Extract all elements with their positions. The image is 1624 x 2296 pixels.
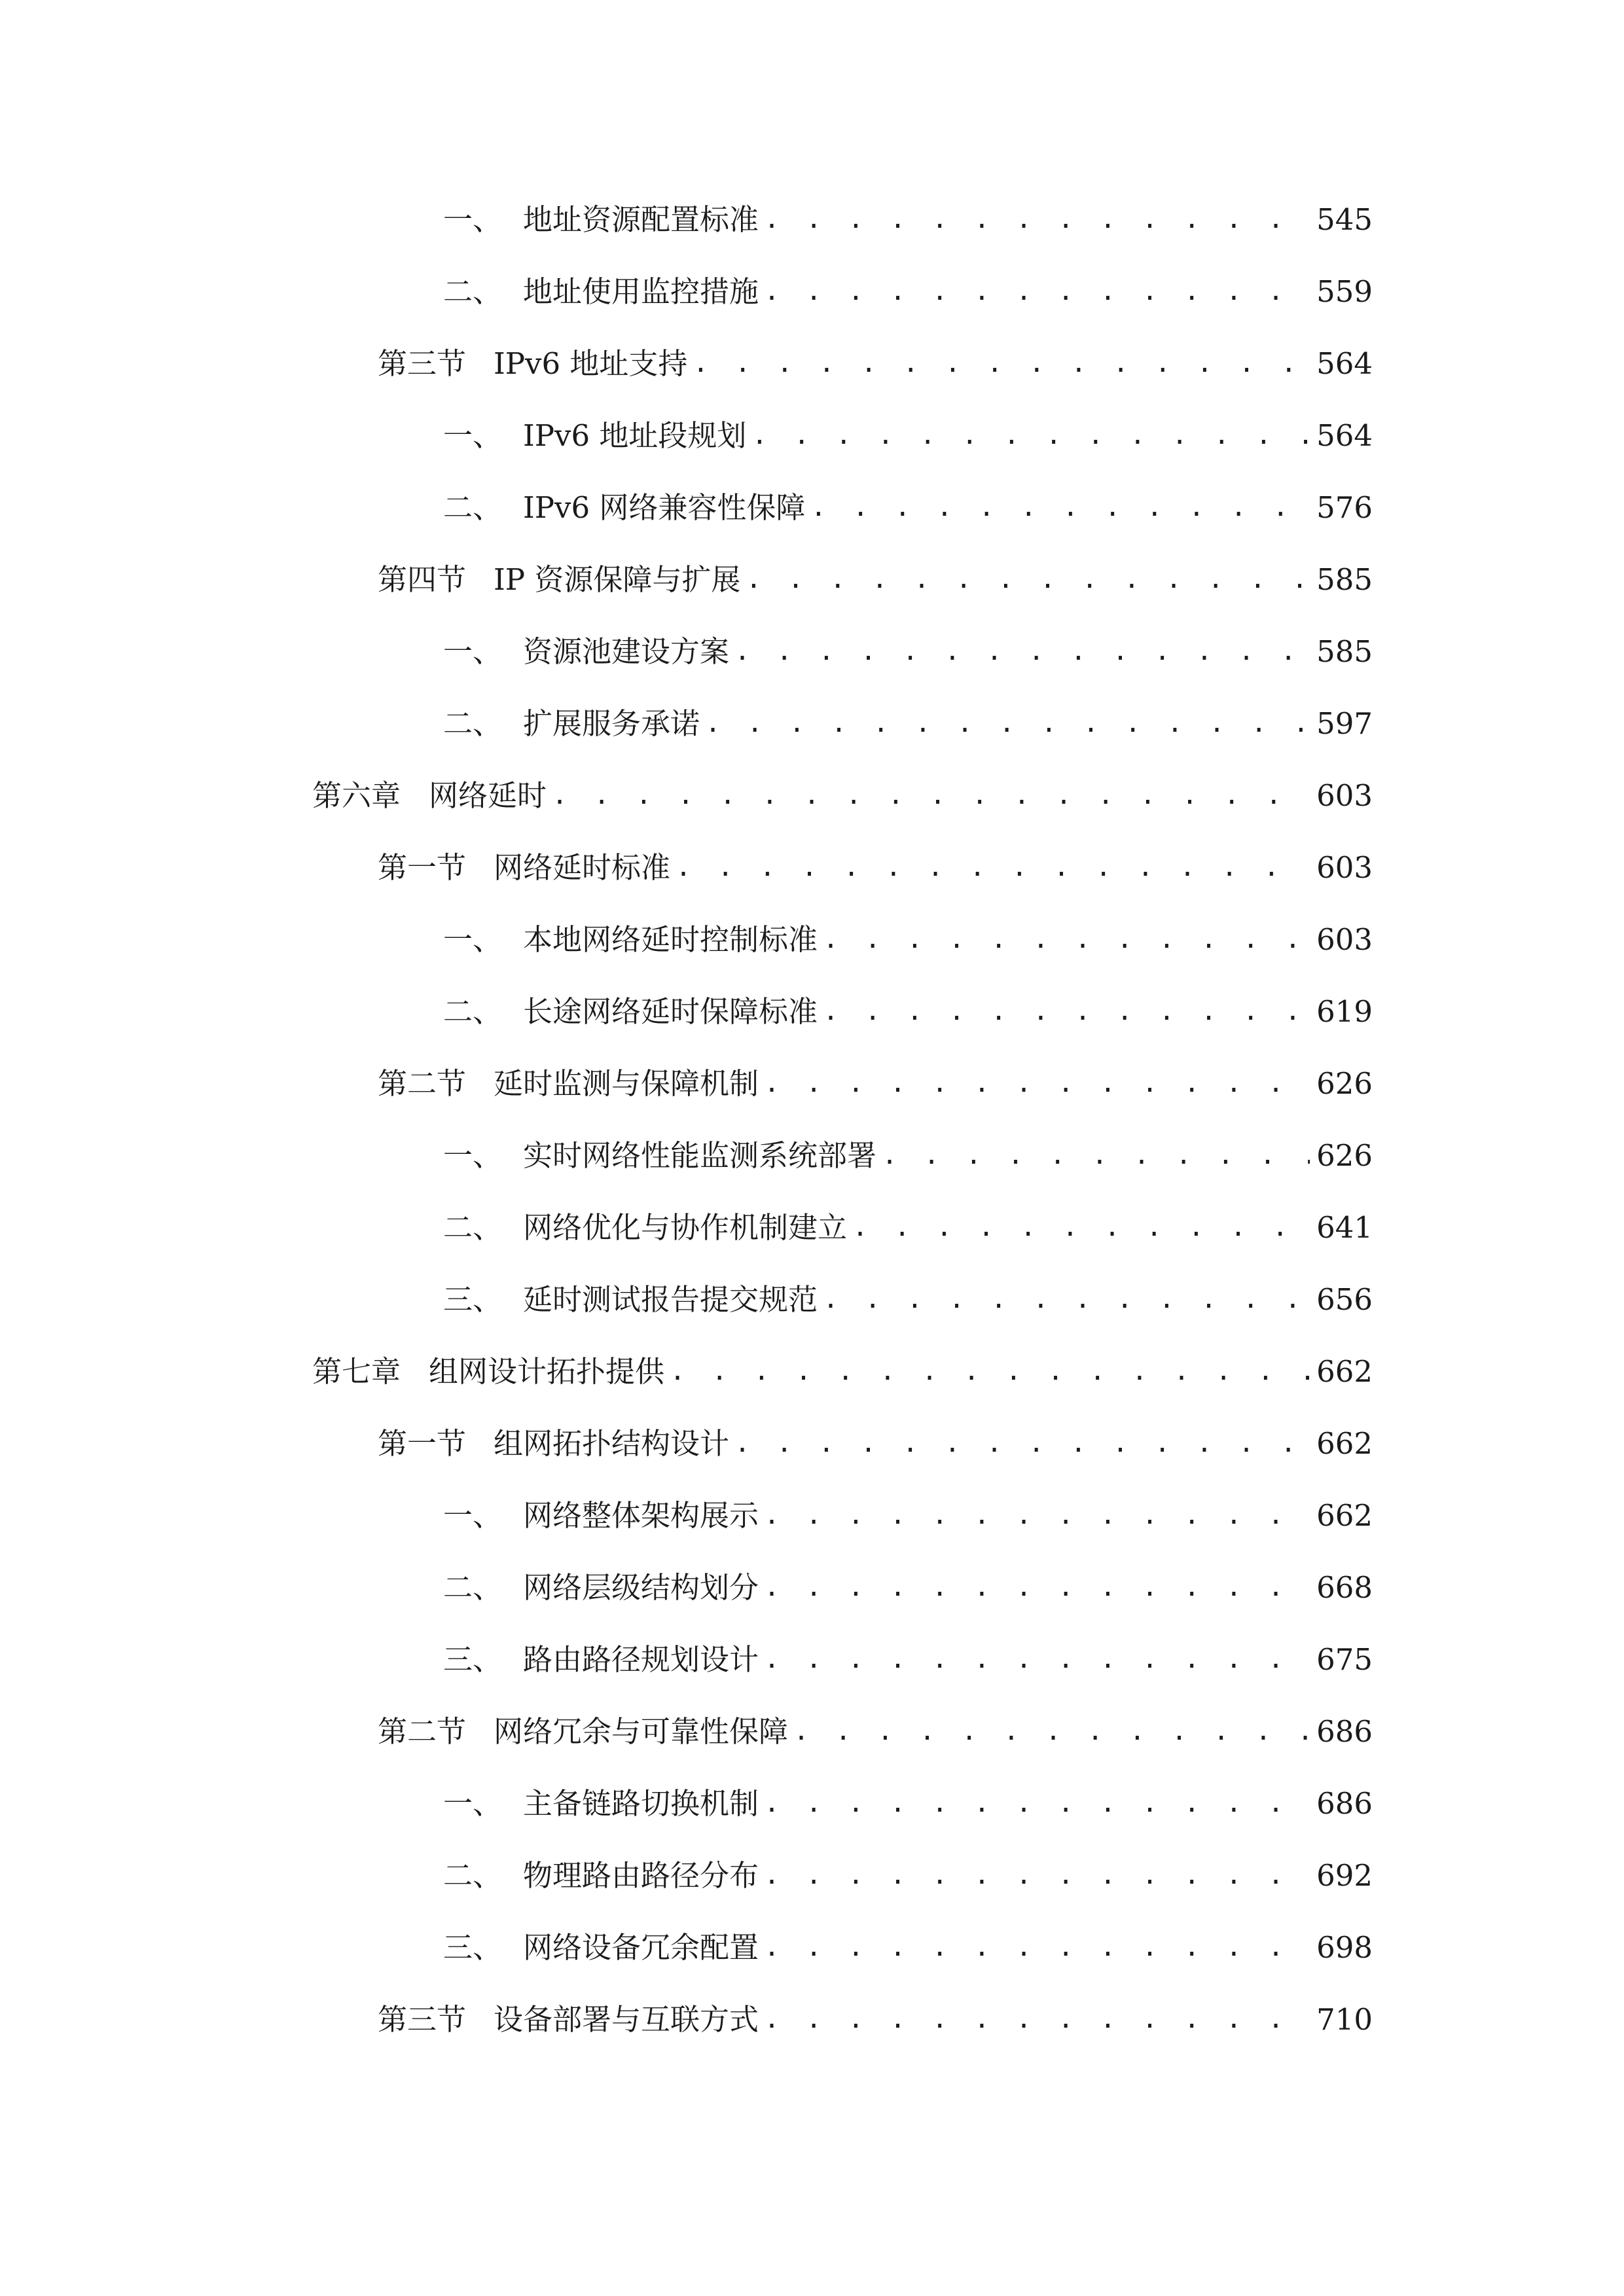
toc-entry[interactable] [443, 471, 1373, 543]
toc-dot-leader [793, 1718, 1310, 1744]
toc-entry-title: 网络设备冗余配置 [523, 1929, 759, 1965]
toc-entry-prefix: 第一节 [378, 1426, 467, 1461]
toc-entry-title: IPv6 地址段规划 [523, 418, 747, 453]
toc-dot-leader [852, 1214, 1310, 1240]
toc-entry-page: 686 [1316, 1785, 1373, 1821]
toc-dot-leader [734, 1430, 1310, 1456]
toc-entry[interactable] [443, 975, 1373, 1047]
toc-entry-prefix: 一、 [443, 1785, 503, 1821]
toc-entry-title: 扩展服务承诺 [523, 706, 700, 741]
toc-dot-leader [751, 422, 1310, 448]
toc-dot-leader [764, 1862, 1310, 1888]
toc-entry-title: 地址使用监控措施 [523, 274, 759, 309]
toc-entry-page: 585 [1316, 562, 1373, 597]
toc-entry[interactable] [443, 255, 1373, 327]
toc-entry-prefix: 一、 [443, 634, 503, 669]
toc-entry-page: 603 [1316, 778, 1373, 813]
toc-entry-title: 主备链路切换机制 [523, 1785, 759, 1821]
toc-entry-page: 576 [1316, 490, 1373, 525]
toc-entry-prefix: 二、 [443, 274, 503, 309]
toc-entry-prefix: 三、 [443, 1641, 503, 1677]
toc-entry-page: 603 [1316, 850, 1373, 885]
toc-entry-prefix: 二、 [443, 706, 503, 741]
toc-entry-page: 559 [1316, 274, 1373, 309]
toc-entry-title: 网络优化与协作机制建立 [523, 1210, 848, 1245]
toc-entry[interactable] [443, 1119, 1373, 1191]
toc-entry-prefix: 第四节 [378, 562, 467, 597]
toc-entry-prefix: 二、 [443, 1570, 503, 1605]
toc-entry-title: 网络延时 [429, 778, 547, 813]
toc-entry-prefix: 第一节 [378, 850, 467, 885]
toc-dot-leader [746, 566, 1310, 592]
toc-entry-page: 564 [1316, 346, 1373, 381]
toc-entry-prefix: 一、 [443, 922, 503, 957]
toc-entry-prefix: 一、 [443, 1138, 503, 1173]
toc-entry[interactable] [378, 1047, 1373, 1119]
toc-entry-page: 692 [1316, 1857, 1373, 1893]
toc-dot-leader [764, 278, 1310, 304]
toc-entry-prefix: 三、 [443, 1282, 503, 1317]
toc-entry[interactable] [378, 1695, 1373, 1767]
toc-entry-prefix: 二、 [443, 1210, 503, 1245]
toc-entry-title: 路由路径规划设计 [523, 1641, 759, 1677]
toc-entry-page: 698 [1316, 1929, 1373, 1965]
toc-entry-prefix: 一、 [443, 1498, 503, 1533]
toc-entry-title: 长途网络延时保障标准 [523, 994, 818, 1029]
toc-entry-page: 603 [1316, 922, 1373, 957]
toc-entry-page: 626 [1316, 1066, 1373, 1101]
toc-entry[interactable] [443, 615, 1373, 687]
toc-entry-prefix: 一、 [443, 418, 503, 453]
toc-dot-leader [764, 1790, 1310, 1816]
toc-entry[interactable] [443, 1767, 1373, 1839]
toc-entry-page: 656 [1316, 1282, 1373, 1317]
toc-entry[interactable] [378, 543, 1373, 615]
toc-entry[interactable] [443, 1911, 1373, 1983]
toc-dot-leader [764, 2006, 1310, 2032]
toc-dot-leader [734, 638, 1310, 664]
toc-entry-page: 710 [1316, 2001, 1373, 2037]
toc-entry-page: 675 [1316, 1641, 1373, 1677]
toc-dot-leader [670, 1358, 1310, 1384]
toc-entry-title: 资源池建设方案 [523, 634, 730, 669]
toc-entry-prefix: 第三节 [378, 346, 467, 381]
toc-dot-leader [764, 1070, 1310, 1096]
toc-entry[interactable] [443, 1623, 1373, 1695]
toc-entry-title: 网络冗余与可靠性保障 [494, 1713, 789, 1749]
toc-entry[interactable] [378, 1983, 1373, 2055]
toc-entry-title: 本地网络延时控制标准 [523, 922, 818, 957]
toc-dot-leader [764, 1646, 1310, 1672]
toc-entry-prefix: 二、 [443, 994, 503, 1029]
toc-dot-leader [882, 1142, 1310, 1168]
toc-entry[interactable] [443, 399, 1373, 471]
toc-entry-prefix: 第七章 [312, 1354, 401, 1389]
toc-dot-leader [764, 1502, 1310, 1528]
toc-entry-title: 网络层级结构划分 [523, 1570, 759, 1605]
toc-dot-leader [823, 926, 1310, 952]
toc-entry[interactable] [443, 1191, 1373, 1263]
toc-entry-title: 组网设计拓扑提供 [429, 1354, 665, 1389]
toc-entry-title: IP 资源保障与扩展 [494, 562, 741, 597]
toc-dot-leader [764, 1934, 1310, 1960]
toc-entry-prefix: 第三节 [378, 2001, 467, 2037]
toc-entry[interactable] [443, 183, 1373, 255]
toc-entry-title: 实时网络性能监测系统部署 [523, 1138, 877, 1173]
toc-entry-title: IPv6 网络兼容性保障 [523, 490, 806, 525]
toc-entry-prefix: 二、 [443, 490, 503, 525]
toc-entry-page: 585 [1316, 634, 1373, 669]
toc-entry[interactable] [378, 327, 1373, 399]
toc-entry-page: 545 [1316, 202, 1373, 237]
toc-entry-title: IPv6 地址支持 [494, 346, 688, 381]
toc-entry-title: 物理路由路径分布 [523, 1857, 759, 1893]
toc-entry[interactable] [443, 1839, 1373, 1911]
toc-entry-title: 延时监测与保障机制 [494, 1066, 759, 1101]
toc-dot-leader [705, 710, 1310, 736]
toc-entry-title: 地址资源配置标准 [523, 202, 759, 237]
toc-entry-page: 686 [1316, 1713, 1373, 1749]
toc-entry-title: 延时测试报告提交规范 [523, 1282, 818, 1317]
toc-entry-page: 662 [1316, 1498, 1373, 1533]
toc-entry-title: 网络延时标准 [494, 850, 671, 885]
toc-dot-leader [810, 494, 1310, 520]
toc-entry-prefix: 三、 [443, 1929, 503, 1965]
toc-entry-page: 662 [1316, 1426, 1373, 1461]
toc-entry-prefix: 二、 [443, 1857, 503, 1893]
toc-dot-leader [693, 350, 1310, 376]
toc-dot-leader [676, 854, 1310, 880]
toc-entry-page: 626 [1316, 1138, 1373, 1173]
toc-entry-page: 619 [1316, 994, 1373, 1029]
toc-entry-page: 668 [1316, 1570, 1373, 1605]
toc-entry-page: 641 [1316, 1210, 1373, 1245]
toc-entry[interactable] [443, 1479, 1373, 1551]
toc-entry-prefix: 第六章 [312, 778, 401, 813]
toc-entry-prefix: 一、 [443, 202, 503, 237]
toc-dot-leader [764, 1574, 1310, 1600]
toc-entry-prefix: 第二节 [378, 1713, 467, 1749]
toc-entry[interactable] [443, 1263, 1373, 1335]
toc-dot-leader [823, 1286, 1310, 1312]
toc-entry-page: 564 [1316, 418, 1373, 453]
toc-entry[interactable] [443, 1551, 1373, 1623]
toc-dot-leader [764, 206, 1310, 232]
toc-entry[interactable] [312, 1335, 1373, 1407]
toc-entry-title: 网络整体架构展示 [523, 1498, 759, 1533]
toc-entry-title: 组网拓扑结构设计 [494, 1426, 730, 1461]
toc-entry[interactable] [312, 759, 1373, 831]
toc-entry-title: 设备部署与互联方式 [494, 2001, 759, 2037]
toc-entry-page: 597 [1316, 706, 1373, 741]
toc-entry[interactable] [443, 687, 1373, 759]
toc-entry[interactable] [443, 903, 1373, 975]
toc-entry[interactable] [378, 1407, 1373, 1479]
toc-entry-prefix: 第二节 [378, 1066, 467, 1101]
toc-entry-page: 662 [1316, 1354, 1373, 1389]
toc-dot-leader [552, 782, 1310, 808]
toc-dot-leader [823, 998, 1310, 1024]
toc-entry[interactable] [378, 831, 1373, 903]
